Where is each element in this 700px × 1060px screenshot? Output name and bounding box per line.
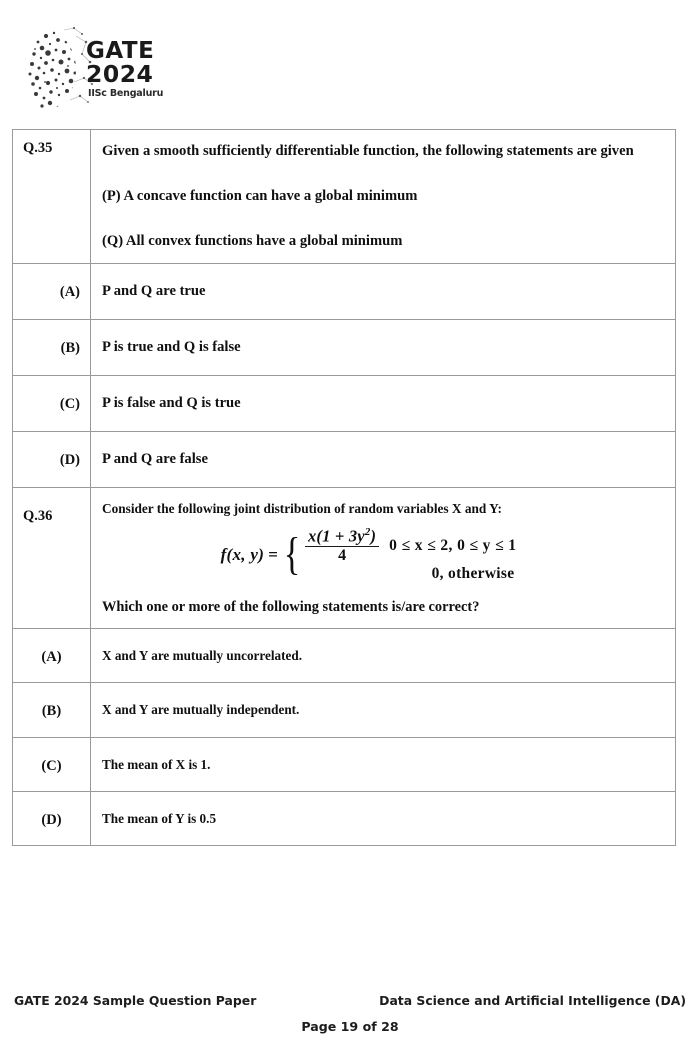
question-body xyxy=(91,488,675,628)
formula-case-second xyxy=(305,566,516,582)
option-text-a: P and Q are true xyxy=(102,283,206,300)
page-header xyxy=(0,0,700,128)
table-row[interactable] xyxy=(13,737,676,791)
footer-paper-title: GATE 2024 Sample Question Paper xyxy=(14,993,257,1008)
option-cell-b[interactable] xyxy=(91,320,676,376)
option-label-cell-b xyxy=(13,320,91,376)
table-row[interactable] xyxy=(13,629,676,683)
option-label-b: (B) xyxy=(60,340,80,357)
table-row[interactable] xyxy=(13,432,676,488)
question-intro: Consider the following joint distribution of random variables X and Y: xyxy=(102,501,502,517)
joint-distribution-formula xyxy=(102,527,665,582)
option-text-b: X and Y are mutually independent. xyxy=(102,702,300,718)
option-label-d: (D) xyxy=(59,452,80,469)
question-body-cell xyxy=(91,488,676,629)
table-row xyxy=(13,488,676,629)
footer-page-number: Page 19 of 28 xyxy=(301,1019,399,1034)
question-statement-q: (Q) All convex functions have a global minimum xyxy=(102,233,403,250)
question-number: Q.35 xyxy=(23,140,53,156)
formula-equals: = xyxy=(268,544,278,564)
option-label-cell-c xyxy=(13,376,91,432)
question-body-cell xyxy=(91,130,676,264)
formula-denominator: 4 xyxy=(338,547,347,565)
footer-subject: Data Science and Artificial Intelligence (DA) xyxy=(379,993,686,1008)
question-table xyxy=(12,129,676,846)
option-cell-d[interactable] xyxy=(91,791,676,845)
option-cell-a[interactable] xyxy=(91,264,676,320)
table-row[interactable] xyxy=(13,683,676,737)
formula-numerator: $x(1 + 3y^2)$ xyxy=(307,526,377,546)
logo-gate-text: GATE xyxy=(86,38,155,64)
option-label-c: (C) xyxy=(41,757,62,774)
option-cell-d[interactable] xyxy=(91,432,676,488)
option-label-b: (B) xyxy=(41,703,62,720)
formula-otherwise: 0, otherwise xyxy=(431,565,515,583)
logo-institute-text: IISc Bengaluru xyxy=(88,87,164,99)
question-number-cell xyxy=(13,130,91,264)
option-label-d: (D) xyxy=(41,811,62,828)
option-label-cell-a xyxy=(13,264,91,320)
formula-condition: 0 ≤ x ≤ 2, 0 ≤ y ≤ 1 xyxy=(389,536,517,554)
option-cell-c[interactable] xyxy=(91,737,676,791)
table-row[interactable] xyxy=(13,376,676,432)
option-text-c: P is false and Q is true xyxy=(102,395,241,412)
option-label-cell-a xyxy=(13,629,91,683)
question-statement-intro: Given a smooth sufficiently differentiable function, the following statements are given xyxy=(102,143,634,159)
option-label-cell-d xyxy=(13,791,91,845)
option-cell-c[interactable] xyxy=(91,376,676,432)
option-cell-a[interactable] xyxy=(91,629,676,683)
option-label-a: (A) xyxy=(59,284,80,301)
logo-year-text: 2024 xyxy=(86,59,154,88)
question-number: Q.36 xyxy=(23,508,53,525)
option-label-a: (A) xyxy=(41,649,62,666)
option-label-cell-c xyxy=(13,737,91,791)
footer-top-row xyxy=(0,993,700,1017)
option-text-d: The mean of Y is 0.5 xyxy=(102,810,217,826)
gate-logo xyxy=(24,22,194,120)
option-label-cell-b xyxy=(13,683,91,737)
table-row[interactable] xyxy=(13,791,676,845)
table-row xyxy=(13,130,676,264)
option-text-a: X and Y are mutually uncorrelated. xyxy=(102,648,303,664)
option-text-d: P and Q are false xyxy=(102,451,208,468)
option-text-b: P is true and Q is false xyxy=(102,339,241,356)
table-row[interactable] xyxy=(13,320,676,376)
formula-cases xyxy=(305,527,516,582)
formula-brace: { xyxy=(283,528,301,580)
formula-case-first xyxy=(305,527,516,564)
option-text-c: The mean of X is 1. xyxy=(102,756,211,772)
table-row[interactable] xyxy=(13,264,676,320)
question-number-cell xyxy=(13,488,91,629)
option-label-cell-d xyxy=(13,432,91,488)
formula-fraction xyxy=(305,527,379,564)
question-statement-p: (P) A concave function can have a global minimum xyxy=(102,188,418,205)
question-body xyxy=(91,130,675,263)
option-cell-b[interactable] xyxy=(91,683,676,737)
page-footer xyxy=(0,993,700,1034)
formula-lhs: f(x, y) xyxy=(220,544,265,564)
option-label-c: (C) xyxy=(59,396,80,413)
logo-wordmark xyxy=(86,40,196,99)
question-trailer: Which one or more of the following statements is/are correct? xyxy=(102,598,480,615)
